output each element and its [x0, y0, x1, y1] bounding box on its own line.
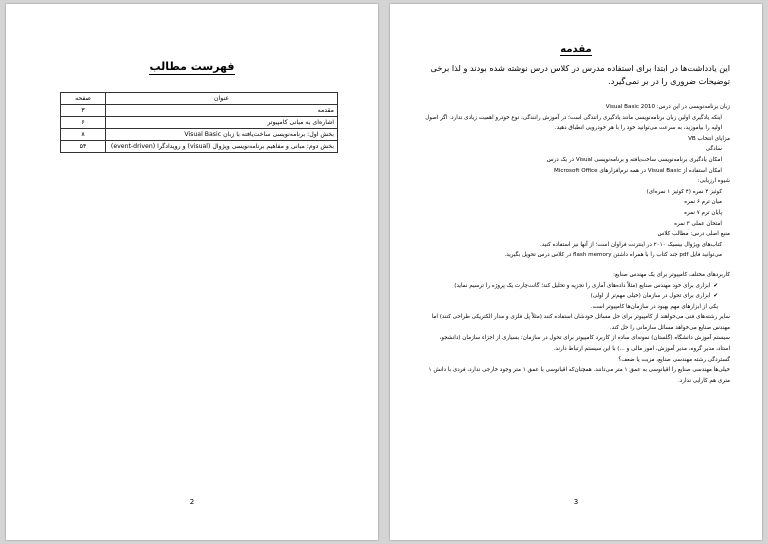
page-left	[6, 4, 378, 540]
intro-heading: مقدمه	[560, 44, 592, 55]
intro-body	[424, 102, 730, 386]
body-line: اینکه یادگیری اولین زبان برنامه‌نویسی مانند یادگیری رانندگی است؛ در آموزش رانندگی، نوع خودرو اهمیت زیادی ندارد. اگر اصول اولیه را بیاموزید، به سرعت می‌توانید خود را با هر خودرویی انطباق دهید.	[425, 114, 722, 132]
body-line: امکان یادگیری برنامه‌نویسی ساخت‌یافته و برنامه‌نویسی Visual در یک درس	[546, 156, 722, 163]
body-line: منبع اصلی درس: مطالب کلاس	[657, 231, 730, 238]
page-right	[390, 4, 762, 540]
body-line: مزایای انتخاب VB	[688, 135, 730, 142]
body-line: میان ترم ۶ نمره	[684, 199, 722, 206]
toc-entry-page: ۵۴	[61, 141, 106, 153]
toc-row	[61, 141, 338, 153]
toc-col-title-header: عنوان	[106, 93, 338, 105]
page-number: 2	[189, 498, 195, 506]
body-line: امکان استفاده از Visual Basic در همه نرم‌افزارهای Microsoft Office	[554, 167, 722, 174]
page-number: 3	[573, 498, 579, 506]
body-line: زبان برنامه‌نویسی در این درس: Visual Basic 2010	[605, 104, 730, 110]
body-line: کتاب‌های ویژوال بیسیک ۲۰۱۰ در اینترنت فراوان است؛ از آنها نیز استفاده کنید.	[540, 241, 722, 248]
toc-header-row	[61, 93, 338, 105]
body-line: پایان ترم ۷ نمره	[684, 209, 722, 216]
body-line: یکی از ابزارهای مهم بهبود در سازمان‌ها کامپیوتر است.	[590, 303, 718, 310]
intro-lead-paragraph: این یادداشت‌ها در ابتدا برای استفاده مدرس در کلاس درس نوشته شده بودند و لذا برخی توضیحات ضروری را در بر نمی‌گیرد.	[430, 63, 730, 86]
toc-row	[61, 117, 338, 129]
toc-entry-title: بخش دوم: مبانی و مفاهیم برنامه‌نویسی ویژوال (visual) و رویدادگرا (event-driven)	[106, 141, 338, 153]
body-line: خیلی‌ها مهندسی صنایع را اقیانوسی به عمق ۱ متر می‌دانند. همچنان‌که اقیانوسی با عمق ۱ متر وجود خارجی ندارد، فردی با دانش ۱ متری هم کارایی ندارد.	[428, 367, 730, 384]
body-line: کاربردهای مختلف کامپیوتر برای یک مهندس صنایع:	[613, 271, 730, 278]
spacer	[424, 261, 730, 270]
toc-col-page-header: صفحه	[61, 93, 106, 105]
body-line: امتحان عملی ۳ نمره	[674, 220, 722, 227]
toc-entry-page: ۶	[61, 117, 106, 129]
toc-entry-title: اشاره‌ای به مبانی کامپیوتر	[106, 117, 338, 129]
checkmark-bullet-line: ✔ ابزاری برای خود مهندس صنایع (مثلاً داده‌های آماری را تجزیه و تحلیل کند؛ گانت‌چارت یک پروژه را ترسیم نماید)	[424, 281, 730, 292]
toc-entry-title: مقدمه	[106, 105, 338, 117]
body-line: می‌توانید فایل pdf جند کتاب را با همراه داشتن flash memory در کلاس درس تحویل بگیرید.	[504, 252, 722, 259]
toc-row	[61, 105, 338, 117]
toc-heading: فهرست مطالب	[149, 60, 235, 73]
toc-entry-page: ۳	[61, 105, 106, 117]
toc-row	[61, 129, 338, 141]
toc-entry-title: بخش اول: برنامه‌نویسی ساخت‌یافته با زبان Visual Basic	[106, 129, 338, 141]
body-line: سادگی	[705, 146, 722, 153]
toc-table	[60, 92, 338, 153]
body-line: سیستم آموزش دانشگاه (گلستان) نمونه‌ای ساده از کاربرد کامپیوتر برای تحول در سازمان: بسیاری از اجزاء سازمان (دانشجو، استاد، مدیر گروه، مدیر آموزش، امور مالی و ...) با این سیستم ارتباط دارند.	[439, 335, 730, 353]
body-line: گستردگی رشته مهندسی صنایع، مزیت یا ضعف؟	[618, 356, 730, 363]
body-line: سایر رشته‌های فنی می‌خواهند از کامپیوتر برای حل مسائل خودشان استفاده کنند (مثلاً پل فلزی و مدار الکتریکی طراحی کنند) اما مهندس صنایع می‌خواهد مسائل سازمانی را حل کند.	[431, 314, 730, 331]
body-line: شیوه ارزیابی:	[697, 178, 730, 185]
body-line: کوئیز ۴ نمره (۴ کوئیز ۱ نمره‌ای)	[646, 188, 722, 195]
toc-entry-page: ۸	[61, 129, 106, 141]
checkmark-bullet-line: ✔ ابزاری برای تحول در سازمان (خیلی مهم‌تر از اولی)	[424, 291, 730, 302]
